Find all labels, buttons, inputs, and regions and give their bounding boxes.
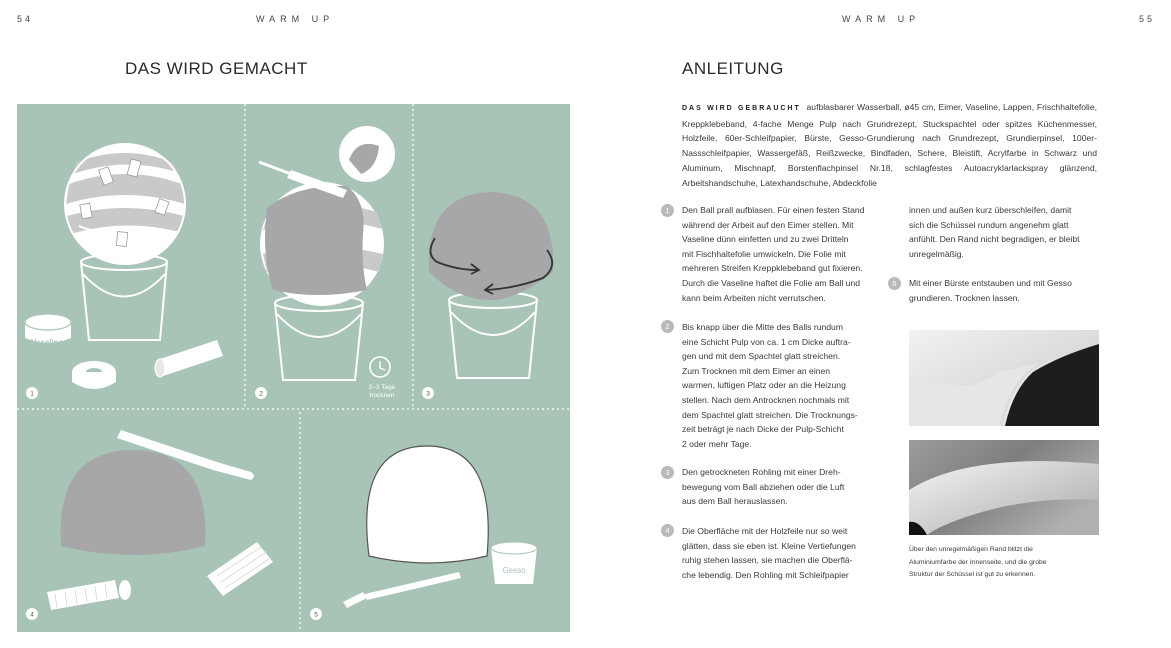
materials-list [682,100,1097,190]
step-badge-5: 5 [888,277,901,290]
panel-number-3: 3 [426,390,430,398]
dry-time-line-2: trocknen [369,392,395,399]
step-badge-2: 2 [661,320,674,333]
step-5-text: Mit einer Bürste entstauben und mit Gesso grundieren. Trocknen lassen. [909,278,1072,303]
materials-lead: DAS WIRD GEBRAUCHT [682,105,801,112]
photo-caption: Über den unregelmäßigen Rand blitzt die Aluminiumfarbe der Innenseite, und die grobe Struktur der Schüssel ist gut zu erkennen. [909,546,1047,578]
running-head-left: WARM UP [256,14,335,24]
dry-time-line-1: 2–3 Tage [368,384,396,391]
vaseline-label: Vaseline [31,338,64,347]
panel-number-2: 2 [259,390,263,398]
photo-bowl-inside [909,440,1099,535]
page-number-right: 55 [1139,14,1156,24]
gesso-label: Gesso [502,566,526,575]
step-3-text: Den getrockneten Rohling mit einer Dreh- bewegung vom Ball abziehen oder die Luft aus dem Ball herauslassen. [682,467,845,507]
step-4-continued-text: innen und außen kurz überschleifen, damit sich die Schüssel rundum angenehm glatt anfühlt. Den Rand nicht begradigen, er bleibt unregelmäßig. [909,205,1080,259]
step-1-text: Den Ball prall aufblasen. Für einen festen Stand während der Arbeit auf den Eimer stellen. Mit Vaseline dünn einfetten und zu zwei Dritteln mit Fischhaltefolie umwickeln. Die Folie mit mehreren Streifen Kreppklebeband gut fixieren. Durch die Vaseline haftet die Folie am Ball und kann beim Arbeiten nicht verrutschen. [682,205,865,303]
panel-5-drawing [343,446,537,608]
step-2-text: Bis knapp über die Mitte des Balls rundum eine Schicht Pulp von ca. 1 cm Dicke auftra- gen und mit dem Spachtel glatt streichen. Zum Trocknen mit dem Eimer an einen warmen, luftigen Platz oder an die Heizung stellen. Nach dem Antrocknen nochmals mit dem Spachtel glatt streichen. Die Trocknungs- zeit beträgt je nach Dicke der Pulp-Schicht 2 oder mehr Tage. [682,322,858,449]
materials-text: aufblasbarer Wasserball, ø45 cm, Eimer, Vaseline, Lappen, Frischhaltefolie, Kreppklebeband, 4-fache Menge Pulp nach Grundrezept, Stuckspachtel oder spitzes Küchenmesser, Holzfeile, 60er-Schleifpapier, Bürste, Gesso-Grundierung nach Grundrezept, Grundierpinsel, 100er-Nassschleifpapier, Wassergefäß, Reißzwecke, Bindfaden, Schere, Bleistift, Acrylfarbe in Schwarz und Aluminum, Mischnapf, Borstenflachpinsel Nr.18, schlagfestes Autoacryklarlackspray glänzend, Arbeitshandschuhe, Latexhandschuhe, Abdeckfolie [682,102,1098,188]
page-number-left: 54 [17,14,34,24]
step-badge-4: 4 [661,524,674,537]
running-head-right: WARM UP [842,14,921,24]
panel-number-5: 5 [314,611,318,619]
panel-3-drawing [429,192,553,378]
photo-bowl-rim [909,330,1099,426]
step-badge-1: 1 [661,204,674,217]
panel-1-drawing [25,144,223,389]
step-4-text: Die Oberfläche mit der Holzfeile nur so weit glätten, dass sie eben ist. Kleine Vertiefungen ruhig stehen lassen, sie machen die Oberflä- che lebendig. Den Rohling mit Schleifpapier [682,526,856,580]
right-page-heading: ANLEITUNG [682,59,784,78]
step-illustration [17,104,570,632]
panel-4-drawing [47,430,273,610]
panel-2-drawing [259,126,395,380]
panel-number-4: 4 [30,611,34,619]
panel-number-1: 1 [30,390,34,398]
step-badge-3: 3 [661,466,674,479]
left-page-heading: DAS WIRD GEMACHT [125,59,308,78]
